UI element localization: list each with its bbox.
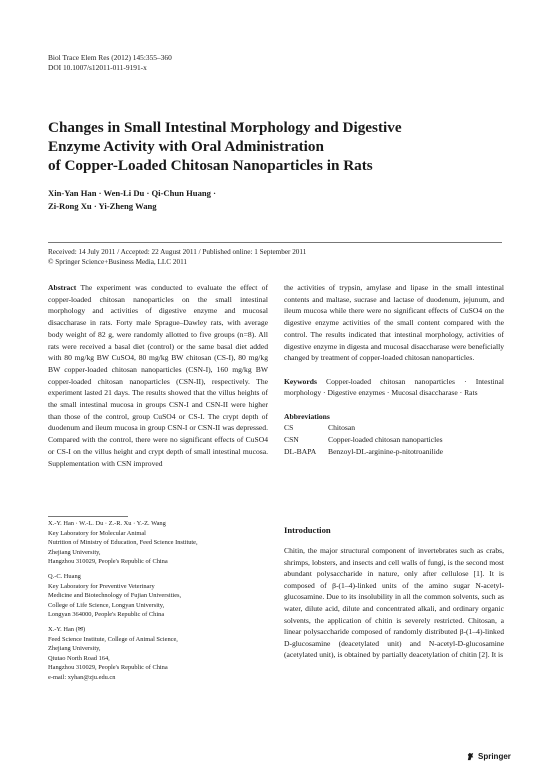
copyright-line: © Springer Science+Business Media, LLC 2011 [48,258,188,266]
abstract-paragraph [48,282,268,469]
affiliation-block [48,519,268,567]
springer-horse-icon [466,752,475,761]
abbreviation-row [284,446,504,458]
affiliation-line: Key Laboratory for Preventive Veterinary [48,582,155,590]
introduction-paragraph: Chitin, the major structural component of invertebrates such as crabs, shrimps, lobsters, and insects and cell walls of fungi, is the second most abundant polysaccharide in nature, only after cellulose [1]. It is composed of β-(1–4)-linked units of the amino sugar N-acetyl-glucosamine. Due to its insolubility in all the common solvents, such as water, dilute acid, dilute and concentrated alkali, and ordinary organic solvents, the application of chitin is severely restricted. Chitosan, a linear polysaccharide composed of randomly distributed β-(1–4)-linked D-glucosamine (deacetylated unit) and N-acetyl-D-glucosamine (acetylated unit), is obtained by partially deacetylation of chitin [2]. It is [284,546,504,660]
affiliation-block [48,625,268,683]
abbreviations-label: Abbreviations [284,411,330,421]
affiliation-line: Q.-C. Huang [48,572,81,580]
affiliation-footnotes [48,519,268,688]
introduction-heading: Introduction [284,525,331,535]
affiliation-line: Medicine and Biotechnology of Fujian Universities, [48,592,182,600]
publication-history [48,247,306,267]
article-title [48,118,508,175]
journal-citation: Biol Trace Elem Res (2012) 145:355–360 [48,53,172,62]
keywords-paragraph [284,376,504,399]
abbreviation-value: Copper-loaded chitosan nanoparticles [328,435,443,445]
abstract-label: Abstract [48,283,77,292]
title-line: Enzyme Activity with Oral Administration [48,138,324,155]
abbreviation-value: Benzoyl-DL-arginine-p-nitotroanilide [328,446,443,456]
author-list [48,187,216,213]
affiliation-line: Key Laboratory for Molecular Animal [48,529,146,537]
journal-header [48,53,172,73]
abbreviation-row [284,434,504,446]
abbreviation-key: CS [284,423,294,433]
publisher-name: Springer [478,752,511,761]
title-line: Changes in Small Intestinal Morphology and Digestive [48,119,402,136]
journal-doi[interactable]: DOI 10.1007/s12011-011-9191-x [48,63,147,72]
keywords-text: Copper-loaded chitosan nanoparticles · Intestinal morphology · Digestive enzymes · Mucosal disaccharase · Rats [284,376,504,398]
affiliation-line: Feed Science Institute, College of Animal Science, [48,635,178,643]
abstract-right-column [284,282,504,458]
affiliation-line: X.-Y. Han (✉) [48,625,86,633]
author-line: Zi-Rong Xu · Yi-Zheng Wang [48,201,157,211]
affiliation-line: Zhejiang University, [48,548,101,556]
affiliation-line: Hangzhou 310029, People's Republic of China [48,558,168,566]
affiliation-line: Zhejiang University, [48,645,101,653]
affiliation-line: Nutrition of Ministry of Education, Feed Science Institute, [48,539,198,547]
abbreviation-key: CSN [284,435,299,445]
title-line: of Copper-Loaded Chitosan Nanoparticles in Rats [48,157,373,174]
affiliation-line: X.-Y. Han · W.-L. Du · Z.-R. Xu · Y.-Z. Wang [48,520,166,527]
abbreviation-value: Chitosan [328,423,356,433]
affiliation-line: Hangzhou 310029, People's Republic of China [48,664,168,672]
header-divider [48,242,502,243]
abstract-text-left: The experiment was conducted to evaluate the effect of copper-loaded chitosan nanoparticles on the small intestinal morphology and activities of digestive enzyme and mucosal disaccharase in rats. Forty male Sprague–Dawley rats, with average body weight of 82 g, were randomly allotted to five groups (n=8). All rats were received a basal diet (control) or the same basal diet added with 80 mg/kg BW CuSO4, 80 mg/kg BW chitosan (CS-I), 80 mg/kg BW copper-loaded chitosan nanoparticles (CSN-I), 160 mg/kg BW copper-loaded chitosan nanoparticles (CSN-II), respectively. The experiment lasted 21 days. The results showed that the villus heights of the small intestinal mucosa in groups CSN-I and CSN-II were higher than those of the control, group CuSO4 or CS-I. The crypt depth of duodenum and ileum mucosa in group CSN-I or CSN-II was depressed. Compared with the control, there were no significant effects of CuSO4 or CS-I on the villus height and crypt depth of small intestinal mucosa. Supplementation with CSN improved [48,283,268,468]
abstract-left-column [48,282,268,469]
keywords-label: Keywords [284,376,317,386]
abbreviation-key: DL-BAPA [284,446,317,456]
affiliation-email[interactable]: e-mail: xyhan@zju.edu.cn [48,673,116,681]
affiliation-line: College of Life Science, Longyan University, [48,601,165,609]
history-dates: Received: 14 July 2011 / Accepted: 22 August 2011 / Published online: 1 September 2011 [48,248,307,256]
footnote-divider [48,516,128,517]
affiliation-line: Longyan 364000, People's Republic of China [48,611,165,619]
abstract-text-right: the activities of trypsin, amylase and lipase in the small intestinal contents and maltase, sucrase and lactase of duodenum, jejunum, and ileum mucosa while there were no significant effects of CuSO4 on the digestive enzyme activities of the small content compared with the control. The results indicated that intestinal morphology, activities of digestive enzyme in digesta and mucosal disaccharase were beneficially changed by treatment of copper-loaded chitosan nanoparticles. [284,283,504,363]
affiliation-block [48,572,268,620]
introduction-body [284,545,504,661]
abbreviation-row [284,422,504,434]
author-line: Xin-Yan Han · Wen-Li Du · Qi-Chun Huang · [48,188,216,198]
publisher-logo [466,752,511,761]
affiliation-line: Qiutao North Road 164, [48,654,110,662]
